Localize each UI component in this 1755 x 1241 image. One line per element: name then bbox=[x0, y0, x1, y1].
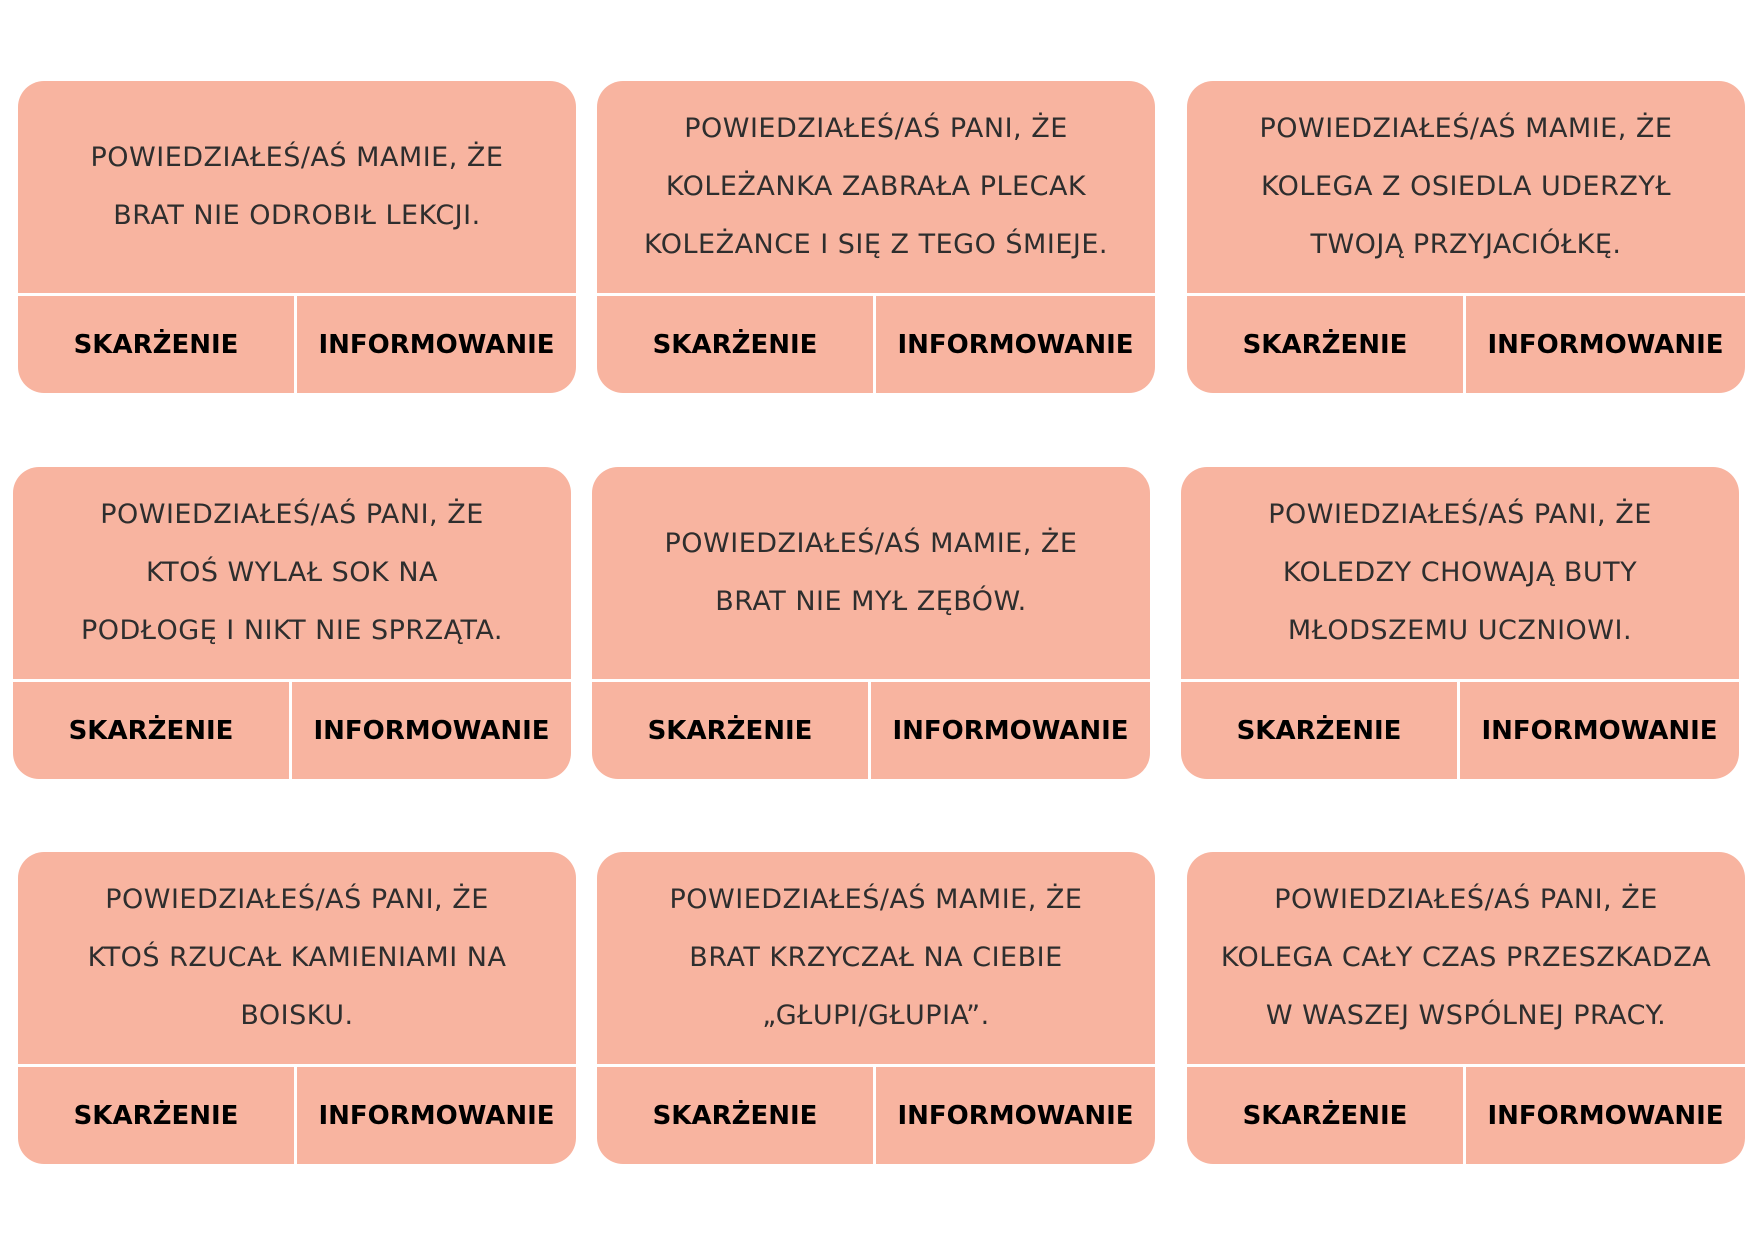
statement-line: KTOŚ RZUCAŁ KAMIENIAMI NA bbox=[87, 942, 507, 973]
card-statement bbox=[13, 467, 571, 679]
card-statement bbox=[18, 852, 576, 1064]
option-skarzenie[interactable]: SKARŻENIE bbox=[1242, 329, 1408, 360]
card-3 bbox=[1187, 81, 1745, 393]
statement-line: KOLEGA Z OSIEDLA UDERZYŁ bbox=[1260, 171, 1672, 202]
card-2 bbox=[597, 81, 1155, 393]
card-6 bbox=[1181, 467, 1739, 779]
card-7 bbox=[18, 852, 576, 1164]
statement-line: „GŁUPI/GŁUPIA”. bbox=[762, 1000, 990, 1031]
card-9 bbox=[1187, 852, 1745, 1164]
option-informowanie[interactable]: INFORMOWANIE bbox=[1487, 329, 1724, 360]
option-informowanie[interactable]: INFORMOWANIE bbox=[1481, 715, 1718, 746]
option-informowanie[interactable]: INFORMOWANIE bbox=[897, 329, 1134, 360]
statement-line: BRAT NIE ODROBIŁ LEKCJI. bbox=[113, 200, 481, 231]
card-statement bbox=[597, 852, 1155, 1064]
card-statement bbox=[592, 467, 1150, 679]
statement-line: BRAT NIE MYŁ ZĘBÓW. bbox=[715, 586, 1027, 617]
card-5 bbox=[592, 467, 1150, 779]
option-skarzenie[interactable]: SKARŻENIE bbox=[1242, 1100, 1408, 1131]
card-statement bbox=[1187, 852, 1745, 1064]
statement-line: BOISKU. bbox=[240, 1000, 354, 1031]
statement-line: POWIEDZIAŁEŚ/AŚ MAMIE, ŻE bbox=[664, 528, 1078, 559]
statement-line: POWIEDZIAŁEŚ/AŚ PANI, ŻE bbox=[684, 113, 1068, 144]
card-4 bbox=[13, 467, 571, 779]
statement-line: MŁODSZEMU UCZNIOWI. bbox=[1287, 615, 1633, 646]
statement-line: POWIEDZIAŁEŚ/AŚ PANI, ŻE bbox=[1268, 499, 1652, 530]
statement-line: KTOŚ WYLAŁ SOK NA bbox=[145, 557, 438, 588]
statement-line: W WASZEJ WSPÓLNEJ PRACY. bbox=[1265, 1000, 1667, 1031]
option-skarzenie[interactable]: SKARŻENIE bbox=[652, 1100, 818, 1131]
option-informowanie[interactable]: INFORMOWANIE bbox=[897, 1100, 1134, 1131]
option-skarzenie[interactable]: SKARŻENIE bbox=[647, 715, 813, 746]
statement-line: TWOJĄ PRZYJACIÓŁKĘ. bbox=[1310, 229, 1622, 260]
statement-line: POWIEDZIAŁEŚ/AŚ PANI, ŻE bbox=[105, 884, 489, 915]
card-statement bbox=[1187, 81, 1745, 293]
card-1 bbox=[18, 81, 576, 393]
statement-line: POWIEDZIAŁEŚ/AŚ MAMIE, ŻE bbox=[1259, 113, 1673, 144]
option-informowanie[interactable]: INFORMOWANIE bbox=[318, 329, 555, 360]
statement-line: KOLEŻANKA ZABRAŁA PLECAK bbox=[665, 171, 1087, 202]
card-8 bbox=[597, 852, 1155, 1164]
option-skarzenie[interactable]: SKARŻENIE bbox=[73, 1100, 239, 1131]
statement-line: POWIEDZIAŁEŚ/AŚ MAMIE, ŻE bbox=[669, 884, 1083, 915]
statement-line: POWIEDZIAŁEŚ/AŚ MAMIE, ŻE bbox=[90, 142, 504, 173]
card-statement bbox=[1181, 467, 1739, 679]
option-skarzenie[interactable]: SKARŻENIE bbox=[68, 715, 234, 746]
option-skarzenie[interactable]: SKARŻENIE bbox=[1236, 715, 1402, 746]
card-statement bbox=[597, 81, 1155, 293]
option-skarzenie[interactable]: SKARŻENIE bbox=[652, 329, 818, 360]
option-informowanie[interactable]: INFORMOWANIE bbox=[313, 715, 550, 746]
statement-line: PODŁOGĘ I NIKT NIE SPRZĄTA. bbox=[80, 615, 504, 646]
statement-line: KOLEDZY CHOWAJĄ BUTY bbox=[1282, 557, 1638, 588]
statement-line: POWIEDZIAŁEŚ/AŚ PANI, ŻE bbox=[100, 499, 484, 530]
statement-line: KOLEŻANCE I SIĘ Z TEGO ŚMIEJE. bbox=[644, 229, 1108, 260]
statement-line: KOLEGA CAŁY CZAS PRZESZKADZA bbox=[1220, 942, 1712, 973]
option-informowanie[interactable]: INFORMOWANIE bbox=[318, 1100, 555, 1131]
option-skarzenie[interactable]: SKARŻENIE bbox=[73, 329, 239, 360]
card-statement bbox=[18, 81, 576, 293]
statement-line: BRAT KRZYCZAŁ NA CIEBIE bbox=[689, 942, 1063, 973]
option-informowanie[interactable]: INFORMOWANIE bbox=[1487, 1100, 1724, 1131]
statement-line: POWIEDZIAŁEŚ/AŚ PANI, ŻE bbox=[1274, 884, 1658, 915]
option-informowanie[interactable]: INFORMOWANIE bbox=[892, 715, 1129, 746]
